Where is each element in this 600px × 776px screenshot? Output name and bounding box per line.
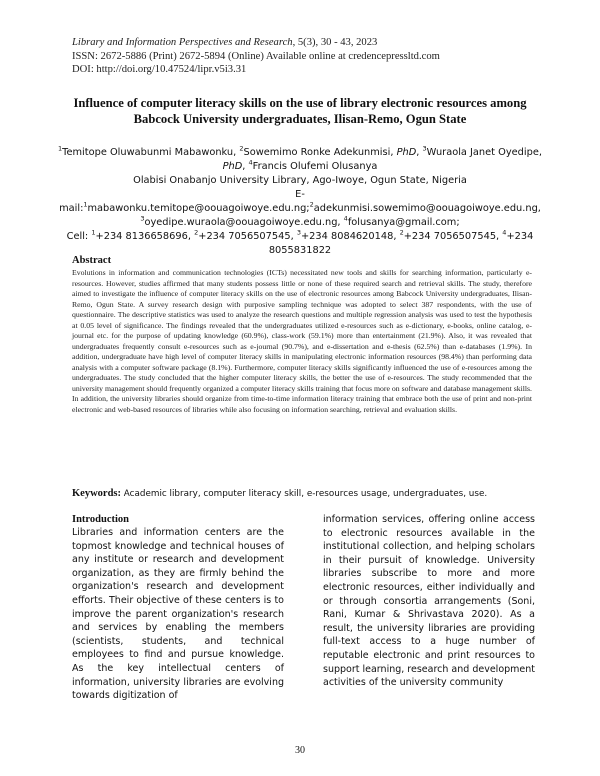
author-sup: 3 xyxy=(422,144,427,153)
cell-number: +234 7056507545, xyxy=(403,231,503,242)
abstract-heading: Abstract xyxy=(72,255,112,266)
author-name: Temitope Oluwabunmi Mabawonku, xyxy=(62,147,240,158)
journal-citation xyxy=(72,36,542,50)
author-name: Francis Olufemi Olusanya xyxy=(252,161,378,172)
email-sup: 3 xyxy=(140,214,145,223)
page-number: 30 xyxy=(295,745,305,756)
author-degree: PhD xyxy=(222,161,243,172)
cell-sup: 3 xyxy=(296,228,301,237)
cell-sup: 4 xyxy=(502,228,507,237)
author-sup: 1 xyxy=(58,144,63,153)
email-link[interactable]: mabawonku.temitope@oouagoiwoye.edu.ng; xyxy=(87,203,310,214)
author-name: Sowemimo Ronke Adekunmisi, xyxy=(243,147,397,158)
keywords-line xyxy=(72,488,542,500)
cell-number: +234 8055831822 xyxy=(268,231,534,256)
journal-name: Library and Information Perspectives and Research xyxy=(72,37,293,48)
email-label: E-mail: xyxy=(59,189,305,214)
abstract-text: Evolutions in information and communication technologies (ICTs) necessitated new tools and skills for searching information, particularly e-resources. However, studies affirmed that many students possess little or none of these required search and retrieval skills. The study, therefore aimed to investigate the influence of computer literacy skills on the use of electronic resources among Babcock University undergraduates, Ilisan-Remo, Ogun State. A survey research design with purposive sampling technique was adopted to select 387 respondents, with the use of questionnaire. The descriptive statistics was used to analyze the research questions and multiple regression analysis was used to test the hypothesis at 0.05 level of significance. The findings revealed that the undergraduates utilized e-resources such as e-dictionary, e-books, online catalog, e-journal etc. for the purpose of updating knowledge (60.9%), class-work (59.1%) more than entertainment (21.9%). Also, it was revealed that undergraduates frequently consult e-resources such as e-journal (90.7%), and e-dissertation and e-thesis (62.5%) than e-databases (1.9%). In addition, undergraduate have high level of computer literacy skills in manipulating electronic information resources (98.4%) than performing data analysis with a computer software package (8.1%). Furthermore, computer literacy skills significantly influenced the use of e-resources among the undergraduates. The study concluded that the higher computer literacy skills, the better the use of e-resources. The study recommended that the university management should frequently organized a computer literacy skills training that focus more on software and database management skills. In addition, the university libraries should organize from time-to-time information literacy training that embrace both the use of print and non-print electronic and web-based resources of libraries while also focusing on information searching, retrieval and evaluation skills. xyxy=(72,268,532,414)
introduction-heading: Introduction xyxy=(72,514,129,525)
email-link[interactable]: folusanya@gmail.com; xyxy=(347,217,460,228)
cell-sup: 2 xyxy=(399,228,404,237)
keywords-label: Keywords: xyxy=(72,488,121,499)
cell-sup: 1 xyxy=(91,228,96,237)
cell-number: +234 7056507545, xyxy=(198,231,297,242)
journal-doi: DOI: http://doi.org/10.47524/lipr.v5i3.31 xyxy=(72,64,247,75)
email-sup: 2 xyxy=(309,200,314,209)
cell-number: +234 8136658696, xyxy=(95,231,195,242)
body-column-left xyxy=(72,513,284,703)
introduction-text-right: information services, offering online access to electronic resources available in the institutional collection, and helping scholars in their pursuit of knowledge. University libraries subscribe to more and more electronic resources, either individually and or through consortia arrangements (Soni, Rani, Kumar & Shrivastava 2020). As a result, the university libraries are providing full-text access to a huge number of reputable electronic and print resources to support learning, research and development activities of the university community xyxy=(323,514,535,689)
cell-label: Cell: xyxy=(66,231,92,242)
body-column-right xyxy=(323,513,535,690)
email-sup: 4 xyxy=(343,214,348,223)
cell-sup: 2 xyxy=(194,228,199,237)
email-link[interactable]: adekunmisi.sowemimo@oouagoiwoye.edu.ng, xyxy=(313,203,541,214)
journal-issn: ISSN: 2672-5886 (Print) 2672-5894 (Online) Available online at credencepressltd.com xyxy=(72,50,440,62)
author-sup: 2 xyxy=(239,144,244,153)
author-affiliation: Olabisi Onabanjo University Library, Ago-Iwoye, Ogun State, Nigeria xyxy=(133,175,467,186)
introduction-text-left: Libraries and information centers are the topmost knowledge and technical houses of any institute or research and development organization, as they are firmly behind the organization's research and development efforts. Their objective of these centers is to improve the parent organization's research and services by enabling the members (scientists, students, and technical employees to find and pursue knowledge. As the key intellectual centers of information, university libraries are evolving towards digitization of xyxy=(72,527,284,702)
email-sup: 1 xyxy=(83,200,88,209)
author-degree: PhD xyxy=(396,147,417,158)
email-link[interactable]: oyedipe.wuraola@oouagoiwoye.edu.ng, xyxy=(144,217,344,228)
keywords-text: Academic library, computer literacy skill, e-resources usage, undergraduates, use. xyxy=(121,489,488,499)
journal-volume: , 5(3), 30 - 43, 2023 xyxy=(292,37,378,48)
journal-header xyxy=(72,36,542,77)
paper-title: Influence of computer literacy skills on the use of library electronic resources among Babcock University undergraduates, Ilisan-Remo, Ogun State xyxy=(73,96,527,126)
cell-number: +234 8084620148, xyxy=(300,231,400,242)
author-list: $^1$Temitope Oluwabunmi Mabawonku, $^2$Sowemimo Ronke Adekunmisi, PhD, $^3$Wuraola Janet Oyedipe, PhD, $^4$Francis Olufemi Olusanya xyxy=(58,144,542,172)
author-name: Wuraola Janet Oyedipe, xyxy=(426,147,542,158)
author-emails xyxy=(58,188,542,230)
author-phones xyxy=(58,230,542,258)
author-block xyxy=(58,146,542,258)
author-sup: 4 xyxy=(248,158,253,167)
